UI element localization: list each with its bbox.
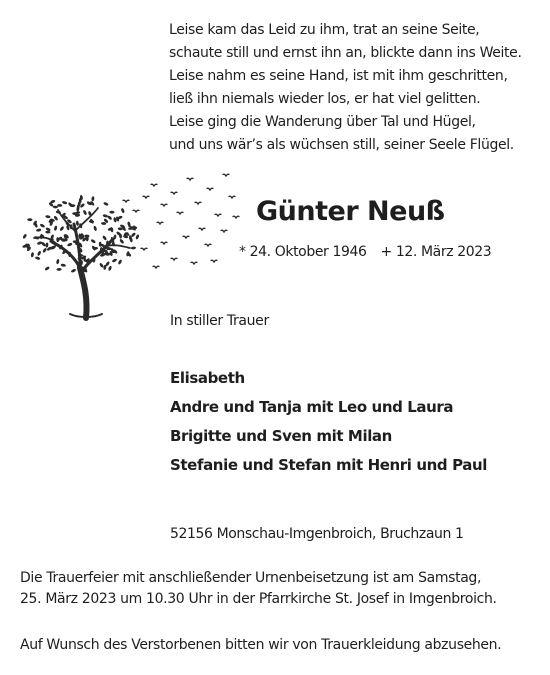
birth-date: * 24. Oktober 1946 [239,244,367,260]
leaf [44,266,50,271]
leaf [82,210,87,216]
leaf [59,226,64,232]
poem-line: Leise kam das Leid zu ihm, trat an seine Seite, [169,22,480,38]
bird [177,212,183,214]
leaf [54,225,58,231]
leaf [102,214,108,218]
poem [169,19,539,157]
leaf [39,223,45,228]
tree-with-birds-icon [14,168,244,328]
leaf [93,225,97,231]
leaf [131,246,136,249]
leaf [107,215,113,221]
leaf [102,235,107,241]
family-member: Elisabeth [170,369,245,387]
poem-line: und uns wär’s als wüchsen still, seiner Seele Flügel. [169,137,514,153]
bird [157,222,163,224]
family-member: Stefanie und Stefan mit Henri und Paul [170,456,488,474]
leaf [37,250,42,256]
poem-line: Leise ging die Wanderung über Tal und Hügel, [169,114,476,130]
bird [229,196,235,198]
poem-line: Leise nahm es seine Hand, ist mit ihm geschritten, [169,68,508,84]
funeral-line: Die Trauerfeier mit anschließender Urnenbeisetzung ist am Samstag, [20,570,482,586]
leaf [45,242,48,248]
bird [223,174,229,176]
family-list [170,364,487,480]
bird [233,216,239,218]
bird [215,214,221,216]
bird [143,196,149,198]
bird [161,204,167,206]
bird [221,230,227,232]
bird [211,260,217,262]
deceased-name: Günter Neuß [256,196,445,227]
leaf [36,228,42,232]
leaf [56,259,60,265]
leaf [67,242,73,247]
bird [171,258,177,260]
leaf [112,258,118,263]
leaf [99,262,104,268]
leaf [27,218,32,221]
family-member: Brigitte und Sven mit Milan [170,427,392,445]
poem-line: ließ ihn niemals wieder los, er hat viel gelitten. [169,91,481,107]
leaf [118,259,123,265]
leaf [109,211,114,214]
bird [151,184,157,186]
leaf [45,215,51,219]
bird [133,210,139,212]
bird [205,244,211,246]
leaf [84,234,89,237]
bird [141,248,147,250]
poem-line: schaute still und ernst ihn an, blickte dann ins Weite. [169,45,522,61]
leaf [108,265,112,271]
bird [153,266,159,268]
leaf [135,234,140,240]
leaf [42,247,47,253]
birds-flock [123,174,239,268]
life-dates [239,244,491,260]
bird [161,242,167,244]
leaf [90,239,96,244]
death-date: + 12. März 2023 [380,244,492,260]
leaf [76,221,80,227]
leaf [101,222,106,225]
leaf [71,268,77,273]
wish-text: Auf Wunsch des Verstorbenen bitten wir von Trauerkleidung abzusehen. [20,637,502,653]
funeral-details [20,568,497,610]
leaf [30,252,34,258]
bird [183,236,189,238]
bird [195,202,201,204]
bird [199,228,205,230]
bird [187,178,193,180]
bird [191,262,197,264]
leaf [103,202,109,207]
leaf [22,233,27,239]
bird [171,192,177,194]
leaf [56,268,61,271]
leaf [60,263,66,267]
leaf [57,204,62,207]
leaf [35,256,41,260]
leaf [62,201,68,205]
leaf [119,238,124,244]
address: 52156 Monschau-Imgenbroich, Bruchzaun 1 [170,526,464,542]
funeral-line: 25. März 2023 um 10.30 Uhr in der Pfarrkirche St. Josef in Imgenbroich. [20,591,497,607]
leaf [53,206,58,209]
leaf [121,208,126,214]
leaf [45,231,50,234]
mourning-text: In stiller Trauer [170,313,269,329]
leaf [91,196,94,202]
family-member: Andre und Tanja mit Leo und Laura [170,398,454,416]
leaf [37,241,43,245]
bird [207,188,213,190]
bird [123,200,129,202]
